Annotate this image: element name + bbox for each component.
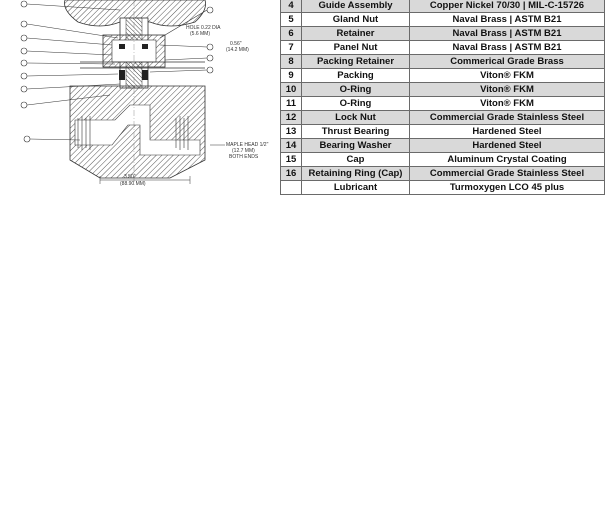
part-number-cell: 12 xyxy=(281,111,302,125)
material-cell: Copper Nickel 70/30 | MIL-C-15726 xyxy=(410,0,605,13)
parts-table-row xyxy=(281,125,605,139)
material-cell: Hardened Steel xyxy=(410,139,605,153)
part-name-cell: O-Ring xyxy=(302,97,410,111)
part-number-cell: 7 xyxy=(281,41,302,55)
part-name-cell: Packing xyxy=(302,69,410,83)
parts-materials-table xyxy=(280,0,605,195)
part-name-cell: Gland Nut xyxy=(302,13,410,27)
material-cell: Commercial Grade Stainless Steel xyxy=(410,167,605,181)
parts-table-row xyxy=(281,27,605,41)
material-cell: Viton® FKM xyxy=(410,97,605,111)
material-cell: Naval Brass | ASTM B21 xyxy=(410,41,605,55)
hole-callout-line-2: (5.6 MM) xyxy=(190,31,210,37)
part-number-cell: 13 xyxy=(281,125,302,139)
parts-table-row xyxy=(281,13,605,27)
depth-callout-line-3: BOTH ENDS xyxy=(229,154,259,160)
material-cell: Viton® FKM xyxy=(410,69,605,83)
panel-callout-line-2: (14.2 MM) xyxy=(226,47,249,53)
part-name-cell: Cap xyxy=(302,153,410,167)
part-number-cell: 5 xyxy=(281,13,302,27)
part-name-cell: Lock Nut xyxy=(302,111,410,125)
part-name-cell: Thrust Bearing xyxy=(302,125,410,139)
parts-table-row xyxy=(281,41,605,55)
material-cell: Naval Brass | ASTM B21 xyxy=(410,13,605,27)
material-cell: Hardened Steel xyxy=(410,125,605,139)
parts-table-row xyxy=(281,0,605,13)
part-number-cell xyxy=(281,181,302,195)
parts-table-row xyxy=(281,167,605,181)
parts-table-row xyxy=(281,97,605,111)
part-name-cell: Panel Nut xyxy=(302,41,410,55)
parts-table-row xyxy=(281,83,605,97)
material-cell: Commerical Grade Brass xyxy=(410,55,605,69)
part-name-cell: Guide Assembly xyxy=(302,0,410,13)
part-number-cell: 15 xyxy=(281,153,302,167)
part-number-cell: 8 xyxy=(281,55,302,69)
width-callout-line-2: (88.90 MM) xyxy=(120,181,146,187)
part-name-cell: Retainer xyxy=(302,27,410,41)
valve-cross-section-drawing xyxy=(0,0,280,195)
width-callout-line-1: 3.50" xyxy=(124,174,136,180)
part-name-cell: Bearing Washer xyxy=(302,139,410,153)
depth-callout-line-2: (12.7 MM) xyxy=(232,148,255,154)
part-number-cell: 11 xyxy=(281,97,302,111)
hole-callout-line-1: HOLE 0.22 DIA xyxy=(186,25,221,31)
part-number-cell: 9 xyxy=(281,69,302,83)
part-name-cell: O-Ring xyxy=(302,83,410,97)
part-name-cell: Packing Retainer xyxy=(302,55,410,69)
part-number-cell: 16 xyxy=(281,167,302,181)
parts-table-row xyxy=(281,181,605,195)
material-cell: Commercial Grade Stainless Steel xyxy=(410,111,605,125)
part-number-cell: 6 xyxy=(281,27,302,41)
panel-callout-line-1: 0.56" xyxy=(230,41,242,47)
material-cell: Naval Brass | ASTM B21 xyxy=(410,27,605,41)
parts-table-row xyxy=(281,55,605,69)
part-name-cell: Retaining Ring (Cap) xyxy=(302,167,410,181)
parts-table-row xyxy=(281,111,605,125)
parts-table-row xyxy=(281,69,605,83)
part-number-cell: 10 xyxy=(281,83,302,97)
part-number-cell: 4 xyxy=(281,0,302,13)
material-cell: Turmoxygen LCO 45 plus xyxy=(410,181,605,195)
material-cell: Aluminum Crystal Coating xyxy=(410,153,605,167)
parts-table-row xyxy=(281,139,605,153)
material-cell: Viton® FKM xyxy=(410,83,605,97)
part-name-cell: Lubricant xyxy=(302,181,410,195)
part-number-cell: 14 xyxy=(281,139,302,153)
parts-table-row xyxy=(281,153,605,167)
depth-callout-line-1: MAPLE HEAD 1/2" xyxy=(226,142,269,148)
